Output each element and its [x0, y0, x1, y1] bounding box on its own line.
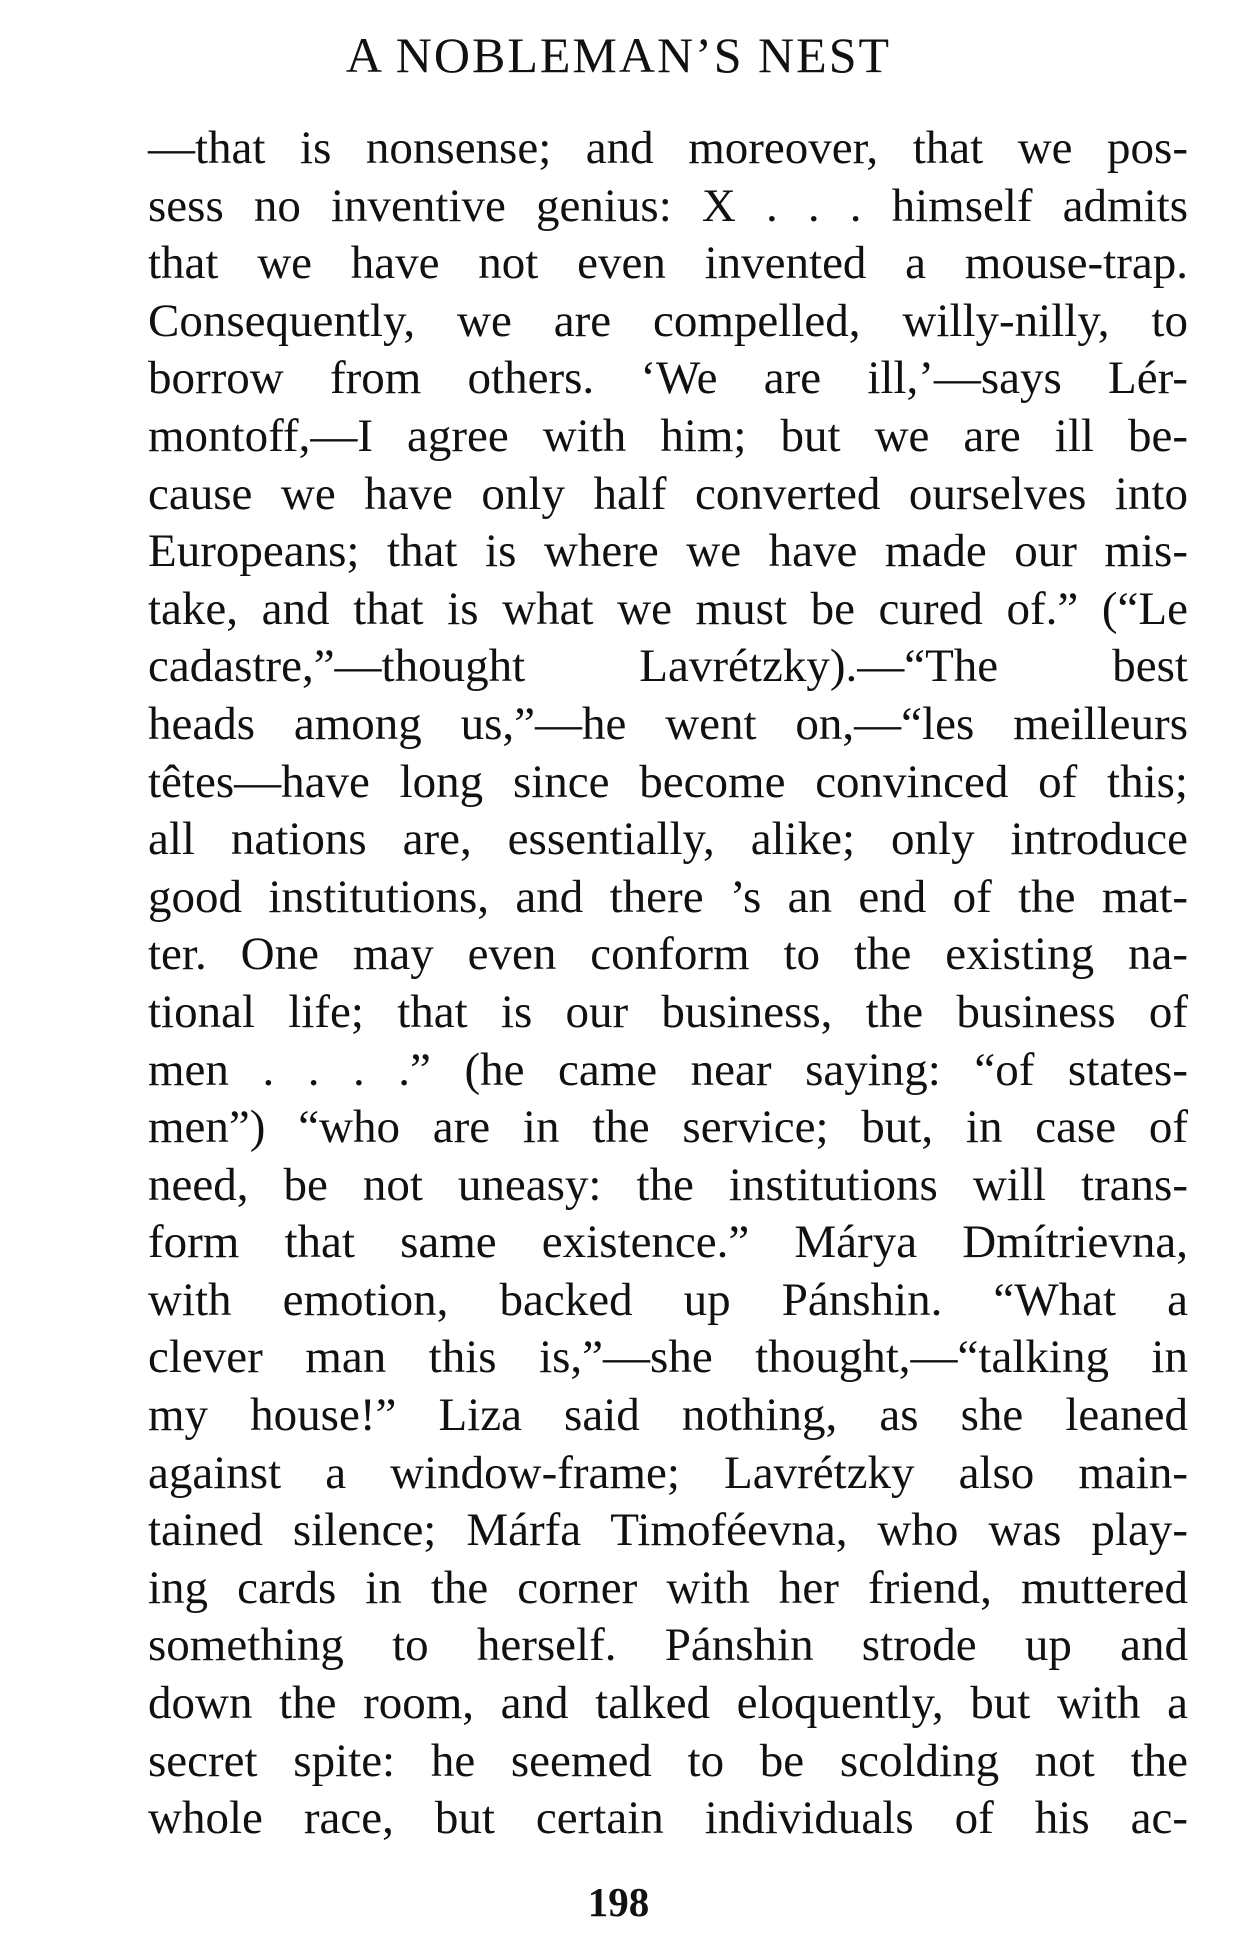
text-line: ing cards in the corner with her friend, muttered	[148, 1561, 1188, 1614]
text-line: heads among us,”—he went on,—“les meilleurs	[148, 697, 1188, 750]
body-text	[148, 120, 1188, 1848]
page-number: 198	[587, 1879, 650, 1925]
running-head: A NOBLEMAN’S NEST	[345, 27, 892, 83]
text-line: men”) “who are in the service; but, in case of	[148, 1101, 1188, 1154]
text-line: sess no inventive genius: X . . . himself admits	[148, 179, 1188, 232]
text-line: whole race, but certain individuals of his ac-	[148, 1792, 1188, 1845]
text-line: Europeans; that is where we have made our mis-	[148, 525, 1188, 578]
text-line: tained silence; Márfa Timoféevna, who was play-	[148, 1504, 1188, 1557]
text-line: my house!” Liza said nothing, as she leaned	[148, 1389, 1188, 1442]
text-line: têtes—have long since become convinced of this;	[148, 755, 1188, 808]
text-line: Consequently, we are compelled, willy-nilly, to	[148, 294, 1188, 347]
text-line: ter. One may even conform to the existing na-	[148, 928, 1188, 981]
text-line: good institutions, and there ’s an end of the mat-	[148, 870, 1188, 923]
text-line: —that is nonsense; and moreover, that we pos-	[148, 122, 1188, 174]
text-line: take, and that is what we must be cured of.” (“Le	[148, 582, 1188, 635]
text-line: secret spite: he seemed to be scolding not the	[148, 1734, 1188, 1787]
text-line: cause we have only half converted ourselves into	[148, 467, 1188, 520]
text-line: montoff,—I agree with him; but we are ill be-	[148, 409, 1188, 462]
text-line: against a window-frame; Lavrétzky also main-	[148, 1446, 1188, 1499]
text-line: cadastre,”—thought Lavrétzky).—“The best	[148, 640, 1188, 693]
text-line: with emotion, backed up Pánshin. “What a	[148, 1273, 1188, 1326]
text-line: form that same existence.” Márya Dmítrievna,	[148, 1216, 1188, 1269]
text-line: down the room, and talked eloquently, but with a	[148, 1677, 1188, 1730]
text-line: clever man this is,”—she thought,—“talking in	[148, 1331, 1188, 1384]
text-line: men . . . .” (he came near saying: “of states-	[148, 1043, 1188, 1096]
text-line: all nations are, essentially, alike; only introduce	[148, 813, 1188, 866]
text-line: borrow from others. ‘We are ill,’—says Lér-	[148, 352, 1188, 405]
text-line: that we have not even invented a mouse-trap.	[148, 237, 1188, 290]
text-line: tional life; that is our business, the business of	[148, 985, 1188, 1038]
text-line: something to herself. Pánshin strode up and	[148, 1619, 1188, 1672]
text-line: need, be not uneasy: the institutions will trans-	[148, 1158, 1188, 1211]
